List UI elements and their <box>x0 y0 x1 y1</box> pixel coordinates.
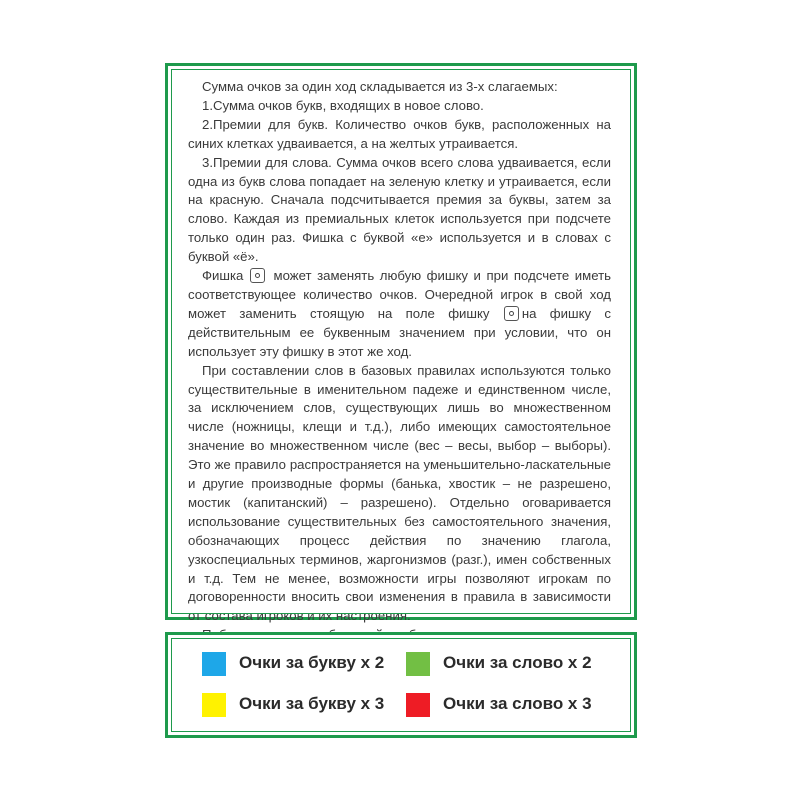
rules-paragraph: Сумма очков за один ход складывается из 3-х слагаемых: <box>202 79 558 94</box>
red-swatch <box>406 693 430 717</box>
blank-tile-icon <box>504 306 519 321</box>
blank-tile-paragraph <box>188 267 611 362</box>
rules-paragraph: 3.Премии для слова. Сумма очков всего слова удваивается, если одна из букв слова попадает на зеленую клетку и утраивается, если на красную. Сначала подсчитывается премия за буквы, затем за слово. Каждая из премиальных клеток используется при подсчете только один раз. Фишка с буквой «е» используется и в словах с буквой «ё». <box>188 154 611 265</box>
rules-paragraph: 2.Премии для букв. Количество очков букв, расположенных на синих клетках удваивается, а на желтых утраивается. <box>188 116 611 151</box>
blank-tile-text-3: на фишку с действительным ее буквенным значением при условии, что он использует эту фишку в этот же ход. <box>188 305 611 359</box>
legend-panel <box>165 632 637 738</box>
legend-label: Очки за слово х 3 <box>443 694 592 713</box>
legend-label: Очки за слово х 2 <box>443 653 592 672</box>
rules-paragraph: При составлении слов в базовых правилах используются только существительные в именительном падеже и единственном числе, за исключением слов, существующих лишь во множественном числе (ножницы, клещи и т.д.), либо имеющих самостоятельное значение во множественном числе (вес – весы, выбор – выборы). Это же правило распространяется на уменьшительно-ласкательные и другие производные формы (банька, хвостик – не разрешено, мостик (капитанский) – разрешено). Отдельно оговаривается использование существительных без самостоятельного значения, обозначающих процесс действия по значению глагола, узкоспециальных терминов, жаргонизмов (разг.), имен собственных и т.д. Тем не менее, возможности игры позволяют игрокам по договоренности вносить свои изменения в правила в зависимости от состава игроков и их настроения. <box>188 362 611 624</box>
rules-panel <box>165 63 637 624</box>
rules-text <box>188 78 611 645</box>
legend-label: Очки за букву х 2 <box>239 653 385 672</box>
blank-tile-icon <box>250 268 265 283</box>
rules-paragraph: 1.Сумма очков букв, входящих в новое слово. <box>202 97 484 113</box>
blank-tile-text-1: Фишка <box>202 268 244 284</box>
green-swatch <box>406 652 430 676</box>
yellow-swatch <box>202 693 226 717</box>
blank-tile-text-2: может заменять любую фишку и при подсчете иметь соответствующее количество очков. Очередной игрок в свой ход может заменить стоящую на поле фишку <box>188 268 612 321</box>
blue-swatch <box>202 652 226 676</box>
legend-label: Очки за букву х 3 <box>239 694 385 713</box>
